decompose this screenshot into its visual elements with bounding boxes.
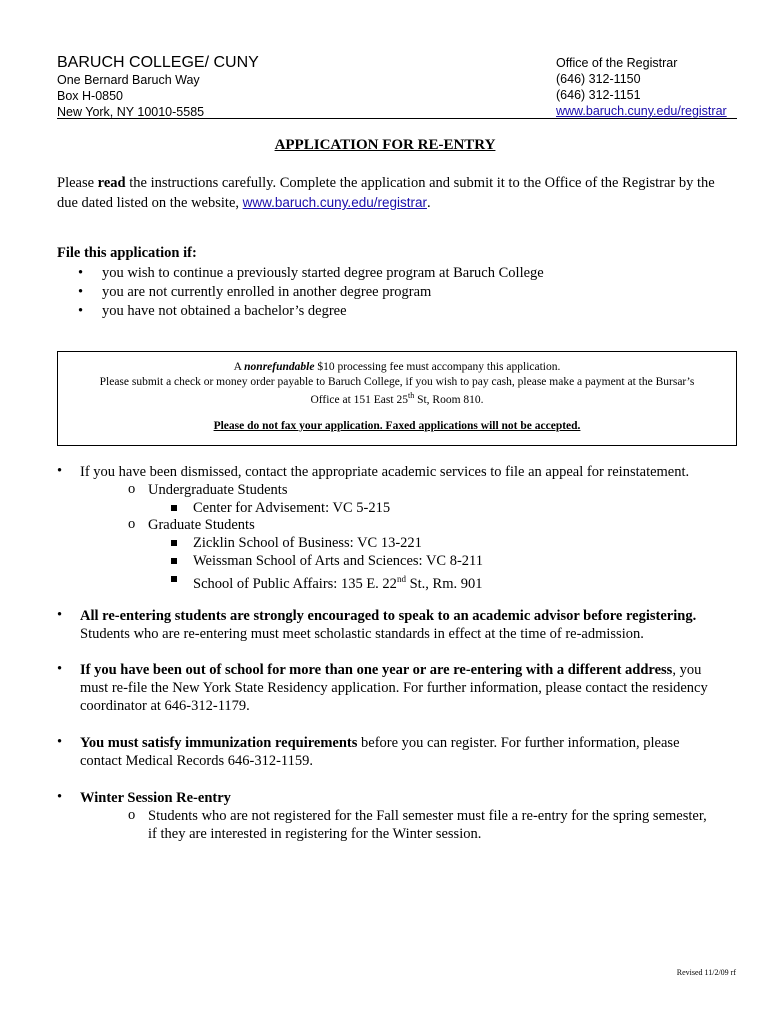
winter-heading: Winter Session Re-entry xyxy=(80,790,231,806)
fax-warning: Please do not fax your application. Faxed applications will not be accepted. xyxy=(213,420,581,432)
square-bullet-icon xyxy=(171,576,177,582)
address-line-2: Box H-0850 xyxy=(57,89,124,103)
read-emphasis: read xyxy=(97,175,126,191)
phone-2: (646) 312-1151 xyxy=(556,88,641,102)
bullet-icon: • xyxy=(57,789,63,805)
weissman-school: Weissman School of Arts and Sciences: VC 8-211 xyxy=(193,553,484,569)
office-name: Office of the Registrar xyxy=(556,56,678,70)
residency-line-3: coordinator at 646-312-1179. xyxy=(80,698,250,714)
page-title: APPLICATION FOR RE-ENTRY xyxy=(274,137,496,153)
public-affairs-school: School of Public Affairs: 135 E. 22nd St., Rm. 901 xyxy=(193,574,483,592)
circle-bullet-icon: o xyxy=(128,481,136,497)
winter-line-1: Students who are not registered for the Fall semester must file a re-entry for the spring semester, xyxy=(148,808,707,824)
advisor-bold: All re-entering students are strongly encouraged to speak to an academic advisor before registering. xyxy=(80,608,697,624)
intro-paragraph: Please read the instructions carefully. Complete the application and submit it to the Office of the Registrar by the due dated listed on the website, www.baruch.cuny.edu/registrar. xyxy=(57,175,715,211)
immunization-line-1: You must satisfy immunization requirements before you can register. For further information, please xyxy=(80,735,680,751)
square-bullet-icon xyxy=(171,505,177,511)
zicklin-school: Zicklin School of Business: VC 13-221 xyxy=(193,535,422,551)
address-line-1: One Bernard Baruch Way xyxy=(57,73,200,87)
registrar-contact-block xyxy=(556,55,727,119)
fee-line-3: Office at 151 East 25th St, Room 810. xyxy=(310,391,484,406)
file-if-list xyxy=(78,264,544,321)
bullet-icon: • xyxy=(57,607,63,623)
list-item: • you are not currently enrolled in another degree program xyxy=(78,284,432,300)
college-address-block xyxy=(57,53,259,120)
residency-line-1: If you have been out of school for more than one year or are re-entering with a different address, you xyxy=(80,662,702,678)
list-item: • you have not obtained a bachelor’s degree xyxy=(78,303,347,319)
fee-line-2: Please submit a check or money order payable to Baruch College, if you wish to pay cash, please make a payment at the Bursar’s xyxy=(99,376,695,388)
phone-1: (646) 312-1150 xyxy=(556,72,641,86)
grad-label: Graduate Students xyxy=(148,517,255,533)
nonrefundable-emphasis: nonrefundable xyxy=(244,361,315,373)
header-divider xyxy=(57,118,737,119)
list-item: • you wish to continue a previously started degree program at Baruch College xyxy=(78,265,544,281)
dismissed-text: If you have been dismissed, contact the appropriate academic services to file an appeal for reinstatement. xyxy=(80,464,690,480)
residency-line-2: must re-file the New York State Residency application. For further information, please contact the residency xyxy=(80,680,708,696)
advisor-text: Students who are re-entering must meet scholastic standards in effect at the time of re-admission. xyxy=(80,626,644,642)
file-if-heading: File this application if: xyxy=(57,245,197,261)
square-bullet-icon xyxy=(171,540,177,546)
circle-bullet-icon: o xyxy=(128,516,136,532)
college-name: BARUCH COLLEGE/ CUNY xyxy=(57,54,259,71)
address-line-3: New York, NY 10010-5585 xyxy=(57,105,205,119)
bullet-icon: • xyxy=(57,463,63,479)
circle-bullet-icon: o xyxy=(128,807,136,823)
immunization-line-2: contact Medical Records 646-312-1159. xyxy=(80,753,314,769)
registrar-website-link[interactable]: www.baruch.cuny.edu/registrar xyxy=(556,104,727,118)
fee-notice-box xyxy=(57,351,737,446)
bullet-icon: • xyxy=(57,734,63,750)
square-bullet-icon xyxy=(171,558,177,564)
fee-line-1: A nonrefundable $10 processing fee must accompany this application. xyxy=(233,361,561,373)
undergrad-label: Undergraduate Students xyxy=(148,482,288,498)
advisement-center: Center for Advisement: VC 5-215 xyxy=(193,500,391,516)
revision-note: Revised 11/2/09 rf xyxy=(676,968,736,977)
intro-website-link[interactable]: www.baruch.cuny.edu/registrar xyxy=(242,195,427,210)
bullet-icon: • xyxy=(57,661,63,677)
winter-line-2: if they are interested in registering for the Winter session. xyxy=(148,826,482,842)
